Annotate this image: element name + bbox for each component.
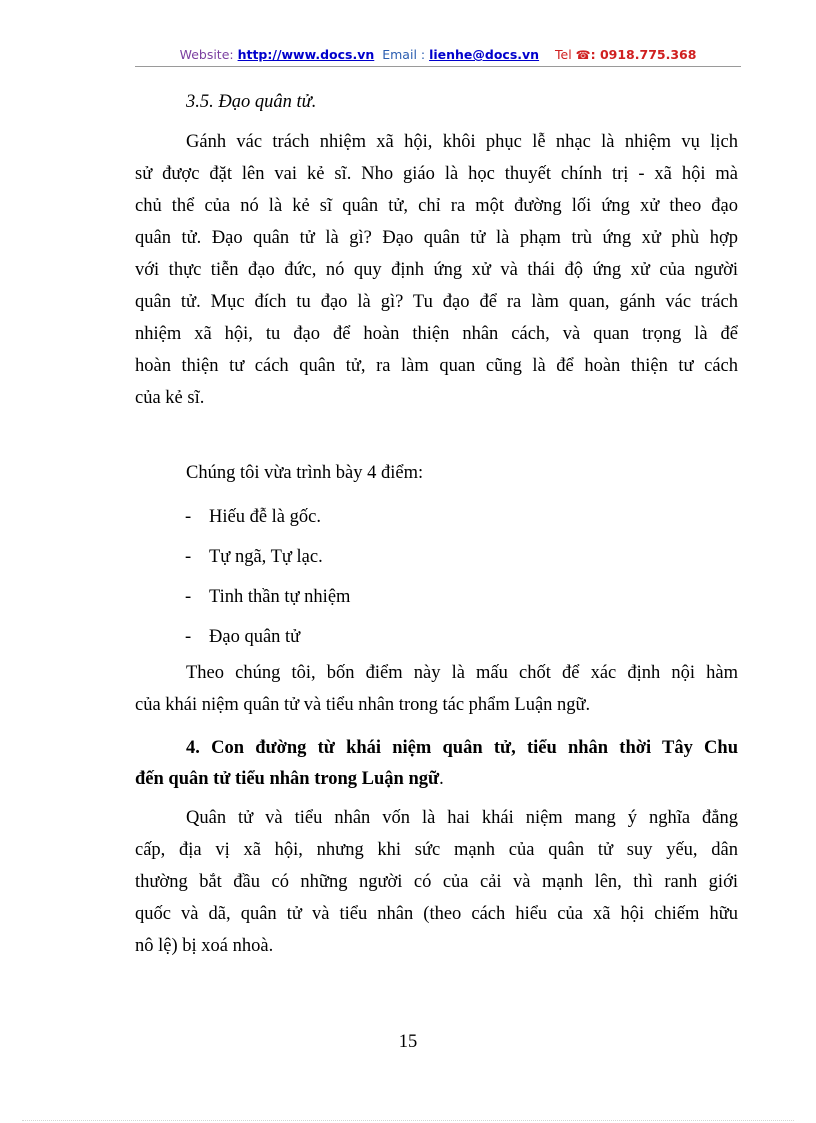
paragraph-2 [135, 657, 738, 721]
paragraph-line: quân tử. Đạo quân tử là gì? Đạo quân tử là phạm trù ứng xử phù hợp [135, 228, 738, 248]
paragraph-3 [135, 802, 738, 962]
email-link[interactable]: lienhe@docs.vn [429, 47, 540, 62]
section-title: 3.5. Đạo quân tử. [186, 92, 317, 112]
heading-text: đến quân tử tiểu nhân trong Luận ngữ [135, 769, 440, 789]
list-item [135, 577, 738, 617]
tel-number: : 0918.775.368 [590, 47, 697, 62]
list-item [135, 497, 738, 537]
page-number: 15 [398, 1032, 418, 1052]
heading-line: 4. Con đường từ khái niệm quân tử, tiểu nhân thời Tây Chu [186, 738, 738, 758]
header-divider [135, 66, 741, 67]
paragraph-line: Quân tử và tiểu nhân vốn là hai khái niệm mang ý nghĩa đẳng [186, 808, 738, 828]
phone-icon: ☎ [575, 48, 591, 62]
paragraph-line: Theo chúng tôi, bốn điểm này là mấu chốt để xác định nội hàm [186, 663, 738, 683]
paragraph-line: nô lệ) bị xoá nhoà. [135, 936, 274, 956]
paragraph-line: Gánh vác trách nhiệm xã hội, khôi phục lễ nhạc là nhiệm vụ lịch [186, 132, 738, 152]
list-item-text: Đạo quân tử [209, 627, 301, 647]
paragraph-line: hoàn thiện tư cách quân tử, ra làm quan cũng là để hoàn thiện tư cách [135, 356, 738, 376]
paragraph-line: thường bắt đầu có những người có của cải và mạnh lên, thì ranh giới [135, 872, 738, 892]
paragraph-line: chủ thể của nó là kẻ sĩ quân tử, chỉ ra một đường lối ứng xử theo đạo [135, 196, 738, 216]
website-label: Website: [179, 47, 238, 62]
dash-marker: - [185, 507, 192, 527]
page-bottom-edge [22, 1120, 794, 1121]
heading-period: . [439, 769, 444, 789]
dash-marker: - [185, 627, 192, 647]
list-item [135, 537, 738, 577]
list-item-text: Hiếu đễ là gốc. [209, 507, 321, 527]
paragraph-line: quốc và dã, quân tử và tiểu nhân (theo cách hiểu của xã hội chiếm hữu [135, 904, 738, 924]
list-item-text: Tinh thần tự nhiệm [209, 587, 351, 607]
website-link[interactable]: http://www.docs.vn [237, 47, 375, 62]
bullet-list [135, 497, 738, 657]
paragraph-line: của kẻ sĩ. [135, 388, 205, 408]
paragraph-1 [135, 126, 738, 414]
list-item [135, 617, 738, 657]
heading-line [135, 764, 738, 795]
paragraph-line: nhiệm xã hội, tu đạo để hoàn thiện nhân cách, và quan trọng là để [135, 324, 738, 344]
page-header [135, 47, 741, 62]
paragraph-line: với thực tiễn đạo đức, nó quy định ứng xử và thái độ ứng xử của người [135, 260, 738, 280]
list-intro: Chúng tôi vừa trình bày 4 điểm: [186, 463, 424, 483]
section-4-heading [135, 733, 738, 795]
paragraph-line: sử được đặt lên vai kẻ sĩ. Nho giáo là học thuyết chính trị - xã hội mà [135, 164, 738, 184]
email-label: Email : [382, 47, 430, 62]
dash-marker: - [185, 547, 192, 567]
page-body [135, 86, 738, 962]
dash-marker: - [185, 587, 192, 607]
list-item-text: Tự ngã, Tự lạc. [209, 547, 323, 567]
paragraph-line: của khái niệm quân tử và tiểu nhân trong tác phẩm Luận ngữ. [135, 695, 591, 715]
tel-label: Tel [555, 47, 576, 62]
paragraph-line: quân tử. Mục đích tu đạo là gì? Tu đạo để ra làm quan, gánh vác trách [135, 292, 738, 312]
paragraph-line: cấp, địa vị xã hội, nhưng khi sức mạnh của quân tử suy yếu, dân [135, 840, 738, 860]
